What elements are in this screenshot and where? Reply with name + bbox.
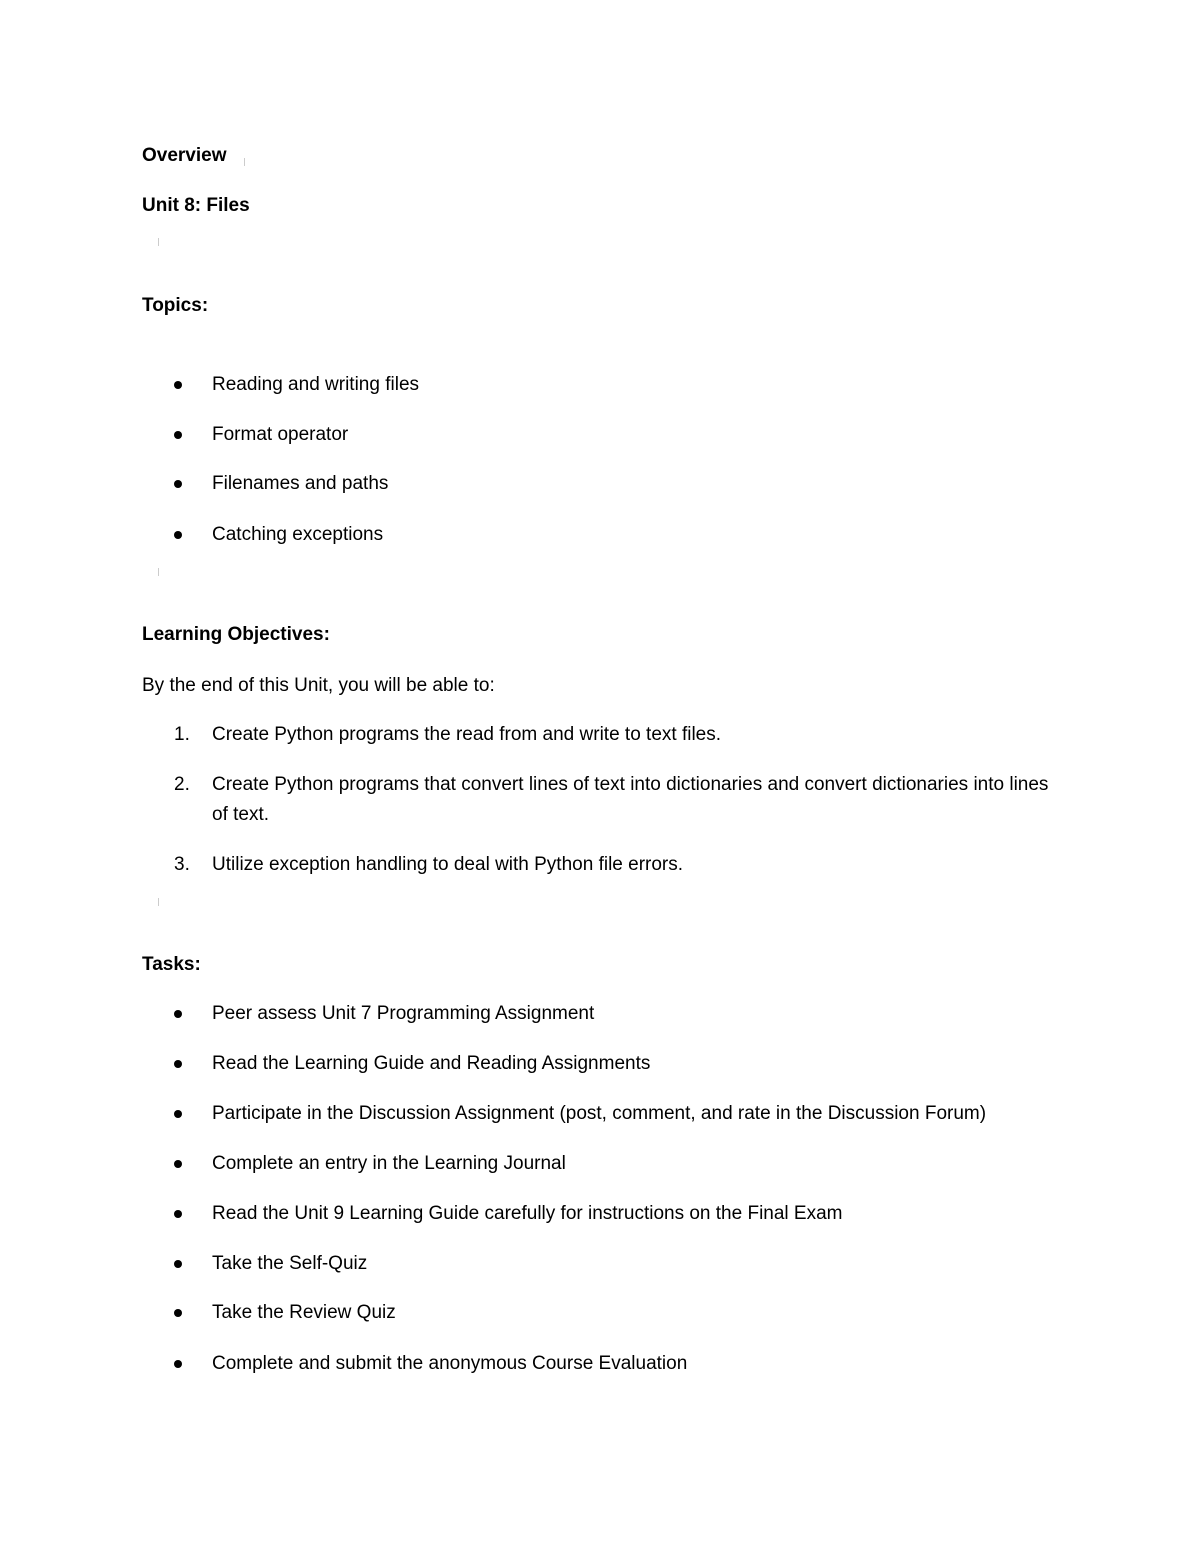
list-number: 3.: [174, 854, 190, 875]
list-item-text: Reading and writing files: [212, 374, 420, 395]
bullet-icon: [174, 431, 182, 439]
list-item-text: Catching exceptions: [212, 524, 384, 545]
bullet-icon: [174, 381, 182, 389]
overview-label: Overview: [142, 145, 227, 166]
formatting-mark: [158, 568, 159, 576]
bullet-icon: [174, 1360, 182, 1368]
bullet-icon: [174, 1210, 182, 1218]
bullet-icon: [174, 1010, 182, 1018]
unit-title: Unit 8: Files: [142, 195, 250, 216]
learning-objectives-heading: Learning Objectives:: [142, 624, 330, 645]
list-item-text: Read the Unit 9 Learning Guide carefully for instructions on the Final Exam: [212, 1203, 843, 1224]
formatting-mark: [244, 158, 245, 166]
list-item-text: Take the Review Quiz: [212, 1302, 396, 1323]
list-item-text: Utilize exception handling to deal with Python file errors.: [212, 854, 684, 875]
topics-heading: Topics:: [142, 295, 209, 316]
list-item-text: Create Python programs the read from and write to text files.: [212, 724, 722, 745]
objectives-intro: By the end of this Unit, you will be able to:: [142, 675, 495, 696]
list-item-text: Participate in the Discussion Assignment (post, comment, and rate in the Discussion Forum): [212, 1103, 987, 1124]
list-number: 2.: [174, 774, 190, 795]
list-item-text: Filenames and paths: [212, 473, 389, 494]
bullet-icon: [174, 1309, 182, 1317]
list-item-text: Format operator: [212, 424, 349, 445]
list-item-text: Complete an entry in the Learning Journal: [212, 1153, 566, 1174]
bullet-icon: [174, 480, 182, 488]
bullet-icon: [174, 1060, 182, 1068]
formatting-mark: [158, 898, 159, 906]
bullet-icon: [174, 1160, 182, 1168]
bullet-icon: [174, 1260, 182, 1268]
list-item-text: Read the Learning Guide and Reading Assignments: [212, 1053, 651, 1074]
bullet-icon: [174, 531, 182, 539]
list-item-text: Create Python programs that convert lines of text into dictionaries and convert dictionaries into lines of text.: [212, 774, 1049, 825]
bullet-icon: [174, 1110, 182, 1118]
tasks-heading: Tasks:: [142, 954, 201, 975]
list-item-text: Peer assess Unit 7 Programming Assignment: [212, 1003, 595, 1024]
list-item-text: Take the Self-Quiz: [212, 1253, 368, 1274]
list-number: 1.: [174, 724, 190, 745]
formatting-mark: [158, 238, 159, 246]
list-item-text: Complete and submit the anonymous Course Evaluation: [212, 1353, 688, 1374]
